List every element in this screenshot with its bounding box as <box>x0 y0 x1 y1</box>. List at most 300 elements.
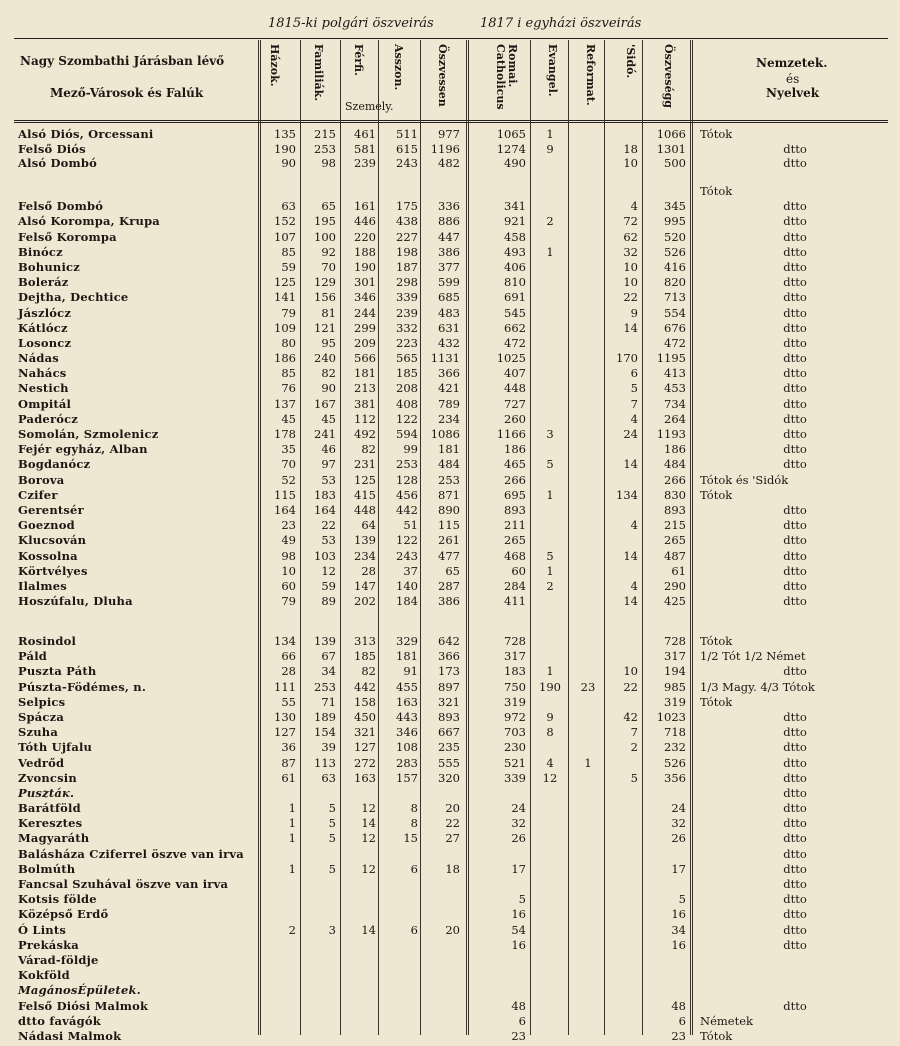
cell-h: 59 <box>281 259 296 274</box>
place-name: Bohunicz <box>18 259 80 274</box>
place-name: Fejér egyház, Alban <box>18 442 148 457</box>
cell-m: 272 <box>354 755 376 770</box>
table-row <box>0 740 900 755</box>
cell-h: 2 <box>288 922 296 937</box>
cell-h: 107 <box>274 229 296 244</box>
cell-h: 127 <box>274 725 296 740</box>
cell-t: 893 <box>438 709 460 724</box>
table-row <box>0 695 900 710</box>
cell-e: 2 <box>546 578 554 593</box>
cell-s: 484 <box>664 457 686 472</box>
cell-f: 89 <box>321 594 336 609</box>
cell-j: 4 <box>630 199 638 214</box>
cell-s: 1195 <box>656 351 686 366</box>
cell-h: 164 <box>274 502 296 517</box>
cell-n: dtto <box>783 846 807 861</box>
cell-j: 42 <box>623 709 638 724</box>
cell-m: 14 <box>361 922 376 937</box>
cell-r: 695 <box>504 487 526 502</box>
cell-r: 339 <box>504 770 526 785</box>
table-row <box>0 862 900 877</box>
header-persons: Szemely. <box>345 100 394 113</box>
table-row <box>0 756 900 771</box>
cell-e: 9 <box>546 709 554 724</box>
place-name: Ó Lints <box>18 922 67 937</box>
table-row <box>0 230 900 245</box>
cell-r: 728 <box>504 634 526 648</box>
cell-j: 22 <box>623 679 638 694</box>
cell-h: 98 <box>281 548 296 563</box>
place-name: Losoncz <box>18 335 72 350</box>
table-row <box>0 488 900 503</box>
table-row <box>0 156 900 171</box>
cell-m: 12 <box>361 831 376 846</box>
cell-t: 320 <box>438 770 460 785</box>
place-name: Felső Diós <box>18 141 86 156</box>
cell-j: 9 <box>630 305 638 320</box>
cell-r: 5 <box>518 892 526 907</box>
cell-s: 487 <box>664 548 686 563</box>
cell-t: 181 <box>438 442 460 457</box>
place-name: Ompitál <box>18 396 72 411</box>
cell-t: 20 <box>445 801 460 816</box>
place-name: Rosindol <box>18 634 77 648</box>
table-row <box>0 184 900 199</box>
cell-s: 526 <box>664 244 686 259</box>
cell-s: 413 <box>664 366 686 381</box>
cell-s: 734 <box>664 396 686 411</box>
table-row <box>0 321 900 336</box>
cell-m: 492 <box>354 427 376 441</box>
cell-f: 3 <box>328 922 336 937</box>
cell-j: 7 <box>630 396 638 411</box>
cell-h: 186 <box>274 351 296 366</box>
cell-n: Tótok <box>700 1028 733 1043</box>
cell-s: 425 <box>664 594 686 609</box>
cell-r: 468 <box>504 548 526 563</box>
table-row <box>0 771 900 786</box>
place-name: Selpics <box>18 694 66 709</box>
cell-h: 80 <box>281 335 296 350</box>
place-name: Szuha <box>18 725 59 740</box>
place-name: Nahács <box>18 366 67 381</box>
cell-h: 115 <box>274 487 296 502</box>
cell-r: 265 <box>504 533 526 548</box>
cell-t: 685 <box>438 290 460 305</box>
cell-w: 208 <box>396 381 418 396</box>
cell-w: 99 <box>403 442 418 457</box>
cell-n: dtto <box>783 518 807 533</box>
cell-t: 235 <box>438 740 460 755</box>
cell-t: 890 <box>438 502 460 517</box>
cell-j: 4 <box>630 578 638 593</box>
section-towns-1 <box>0 127 900 171</box>
cell-j: 14 <box>623 594 638 609</box>
cell-f: 81 <box>321 305 336 320</box>
cell-m: 448 <box>354 502 376 517</box>
cell-w: 339 <box>396 290 418 305</box>
cell-m: 231 <box>354 457 376 472</box>
cell-w: 157 <box>396 770 418 785</box>
cell-r: 266 <box>504 472 526 487</box>
cell-m: 446 <box>354 214 376 229</box>
cell-m: 190 <box>354 259 376 274</box>
place-name: Balásháza Cziferrel öszve van irva <box>18 846 244 861</box>
cell-t: 482 <box>438 156 460 170</box>
cell-w: 223 <box>396 335 418 350</box>
cell-f: 39 <box>321 740 336 755</box>
place-name: Nestich <box>18 381 69 396</box>
cell-w: 332 <box>396 320 418 335</box>
cell-h: 28 <box>281 664 296 679</box>
cell-n: dtto <box>783 156 807 170</box>
cell-r: 921 <box>504 214 526 229</box>
cell-f: 46 <box>321 442 336 457</box>
cell-h: 23 <box>281 518 296 533</box>
cell-w: 243 <box>396 156 418 170</box>
cell-m: 299 <box>354 320 376 335</box>
cell-f: 103 <box>314 548 336 563</box>
table-row <box>0 457 900 472</box>
cell-t: 1131 <box>430 351 460 366</box>
place-name: Fancsal Szuhával öszve van irva <box>18 877 229 891</box>
cell-n: dtto <box>783 381 807 396</box>
cell-m: 461 <box>354 127 376 141</box>
cell-n: dtto <box>783 664 807 679</box>
cell-f: 12 <box>321 563 336 578</box>
place-name: Felső Korompa <box>18 229 117 244</box>
cell-s: 453 <box>664 381 686 396</box>
cell-t: 386 <box>438 244 460 259</box>
cell-e: 5 <box>546 457 554 472</box>
cell-n: dtto <box>783 907 807 922</box>
table-row <box>0 518 900 533</box>
cell-t: 977 <box>438 127 460 141</box>
place-name: Barátföld <box>18 801 81 816</box>
cell-m: 82 <box>361 664 376 679</box>
cell-m: 209 <box>354 335 376 350</box>
header-total-civil: Öszvessen <box>436 44 449 107</box>
table-row <box>0 953 900 968</box>
place-name: Klucsován <box>18 533 87 548</box>
table-row <box>0 199 900 214</box>
cell-n: dtto <box>783 816 807 831</box>
cell-h: 70 <box>281 457 296 472</box>
table-row <box>0 680 900 695</box>
place-header-line2: Mező-Városok és Falúk <box>50 86 204 100</box>
place-name: Bogdanócz <box>18 457 91 472</box>
cell-j: 2 <box>630 740 638 755</box>
cell-h: 190 <box>274 141 296 156</box>
cell-t: 421 <box>438 381 460 396</box>
header-nations-2: és <box>786 72 800 86</box>
cell-s: 520 <box>664 229 686 244</box>
cell-n: dtto <box>783 351 807 366</box>
table-row <box>0 786 900 801</box>
cell-s: 215 <box>664 518 686 533</box>
cell-m: 188 <box>354 244 376 259</box>
cell-w: 51 <box>403 518 418 533</box>
cell-s: 1301 <box>656 141 686 156</box>
cell-t: 789 <box>438 396 460 411</box>
cell-r: 17 <box>511 861 526 876</box>
cell-n: dtto <box>783 740 807 755</box>
cell-s: 16 <box>671 937 686 952</box>
cell-s: 317 <box>664 649 686 664</box>
cell-m: 301 <box>354 275 376 290</box>
cell-f: 164 <box>314 502 336 517</box>
cell-r: 472 <box>504 335 526 350</box>
cell-t: 27 <box>445 831 460 846</box>
cell-f: 53 <box>321 472 336 487</box>
cell-n: dtto <box>783 548 807 563</box>
cell-w: 185 <box>396 366 418 381</box>
cell-f: 34 <box>321 664 336 679</box>
place-name: Zvoncsin <box>18 770 77 785</box>
cell-n: dtto <box>783 411 807 426</box>
cell-m: 139 <box>354 533 376 548</box>
cell-h: 10 <box>281 563 296 578</box>
cell-j: 10 <box>623 259 638 274</box>
cell-w: 243 <box>396 548 418 563</box>
cell-f: 71 <box>321 694 336 709</box>
cell-t: 484 <box>438 457 460 472</box>
cell-w: 181 <box>396 649 418 664</box>
cell-f: 67 <box>321 649 336 664</box>
cell-rf: 1 <box>584 755 592 770</box>
cell-t: 22 <box>445 816 460 831</box>
cell-j: 5 <box>630 770 638 785</box>
cell-s: 1066 <box>656 127 686 141</box>
cell-r: 230 <box>504 740 526 755</box>
cell-t: 1196 <box>430 141 460 156</box>
cell-s: 356 <box>664 770 686 785</box>
cell-j: 6 <box>630 366 638 381</box>
cell-h: 60 <box>281 578 296 593</box>
cell-w: 438 <box>396 214 418 229</box>
cell-w: 6 <box>410 861 418 876</box>
header-nations-1: Nemzetek. <box>756 56 828 70</box>
cell-s: 1023 <box>656 709 686 724</box>
table-row <box>0 847 900 862</box>
cell-w: 198 <box>396 244 418 259</box>
place-name: Dejtha, Dechtice <box>18 290 129 305</box>
place-name: Vedrőd <box>18 755 65 770</box>
table-row <box>0 397 900 412</box>
cell-m: 82 <box>361 442 376 457</box>
cell-t: 336 <box>438 199 460 214</box>
place-name: Kátlócz <box>18 320 68 335</box>
cell-s: 265 <box>664 533 686 548</box>
cell-t: 631 <box>438 320 460 335</box>
table-row <box>0 634 900 649</box>
cell-r: 490 <box>504 156 526 170</box>
cell-w: 37 <box>403 563 418 578</box>
place-name: Pusztáк. <box>18 785 75 800</box>
cell-s: 893 <box>664 502 686 517</box>
cell-m: 181 <box>354 366 376 381</box>
place-name: Kokföld <box>18 968 70 983</box>
cell-s: 416 <box>664 259 686 274</box>
cell-r: 60 <box>511 563 526 578</box>
place-name: Tóth Ujfalu <box>18 740 93 755</box>
cell-f: 241 <box>314 427 336 441</box>
place-name: Puszta Páth <box>18 664 97 679</box>
cell-s: 194 <box>664 664 686 679</box>
cell-n: Tótok <box>700 184 733 198</box>
cell-t: 871 <box>438 487 460 502</box>
place-name: Alsó Diós, Orcessani <box>18 127 154 141</box>
cell-s: 26 <box>671 831 686 846</box>
cell-w: 6 <box>410 922 418 937</box>
cell-s: 1193 <box>656 427 686 441</box>
cell-r: 186 <box>504 442 526 457</box>
cell-j: 10 <box>623 156 638 170</box>
cell-s: 345 <box>664 199 686 214</box>
cell-s: 830 <box>664 487 686 502</box>
cell-m: 125 <box>354 472 376 487</box>
table-row <box>0 275 900 290</box>
section-villages-2 <box>0 184 900 609</box>
header-bottom-rule <box>14 120 888 123</box>
cell-m: 442 <box>354 679 376 694</box>
table-row <box>0 533 900 548</box>
cell-e: 12 <box>542 770 558 785</box>
cell-r: 24 <box>511 801 526 816</box>
cell-h: 52 <box>281 472 296 487</box>
table-row <box>0 336 900 351</box>
cell-j: 62 <box>623 229 638 244</box>
cell-w: 329 <box>396 634 418 648</box>
cell-s: 23 <box>671 1028 686 1043</box>
top-rule <box>14 38 888 39</box>
cell-r: 16 <box>511 937 526 952</box>
cell-w: 239 <box>396 305 418 320</box>
cell-n: Németek <box>700 1013 753 1028</box>
cell-n: Tótok <box>700 694 733 709</box>
cell-s: 232 <box>664 740 686 755</box>
place-name: Kotsis földe <box>18 892 97 907</box>
cell-h: 66 <box>281 649 296 664</box>
cell-e: 4 <box>546 755 554 770</box>
cell-r: 32 <box>511 816 526 831</box>
cell-r: 493 <box>504 244 526 259</box>
table-row <box>0 725 900 740</box>
cell-w: 456 <box>396 487 418 502</box>
cell-j: 134 <box>616 487 638 502</box>
cell-s: 61 <box>671 563 686 578</box>
cell-w: 408 <box>396 396 418 411</box>
cell-m: 12 <box>361 861 376 876</box>
church-census-title: 1817 i egyházi öszveirás <box>480 16 642 31</box>
place-name: Várad-földje <box>18 952 99 967</box>
cell-w: 128 <box>396 472 418 487</box>
cell-s: 264 <box>664 411 686 426</box>
cell-m: 127 <box>354 740 376 755</box>
cell-n: dtto <box>783 594 807 609</box>
cell-r: 448 <box>504 381 526 396</box>
cell-w: 163 <box>396 694 418 709</box>
place-name: Paderócz <box>18 411 79 426</box>
cell-f: 100 <box>314 229 336 244</box>
cell-w: 511 <box>396 127 418 141</box>
cell-w: 108 <box>396 740 418 755</box>
cell-e: 1 <box>546 244 554 259</box>
page-header <box>0 16 900 36</box>
cell-n: dtto <box>783 229 807 244</box>
place-name: Czifer <box>18 487 58 502</box>
cell-n: dtto <box>783 320 807 335</box>
cell-r: 341 <box>504 199 526 214</box>
cell-r: 48 <box>511 998 526 1013</box>
cell-f: 70 <box>321 259 336 274</box>
cell-t: 321 <box>438 694 460 709</box>
cell-r: 1065 <box>496 127 526 141</box>
place-name: Kossolna <box>18 548 78 563</box>
cell-m: 12 <box>361 801 376 816</box>
cell-w: 455 <box>396 679 418 694</box>
cell-r: 23 <box>511 1028 526 1043</box>
cell-n: dtto <box>783 427 807 441</box>
cell-f: 92 <box>321 244 336 259</box>
cell-s: 676 <box>664 320 686 335</box>
cell-r: 260 <box>504 411 526 426</box>
cell-t: 115 <box>438 518 460 533</box>
table-row <box>0 664 900 679</box>
cell-r: 317 <box>504 649 526 664</box>
cell-m: 321 <box>354 725 376 740</box>
table-row <box>0 412 900 427</box>
cell-r: 319 <box>504 694 526 709</box>
place-name: Somolán, Szmolenicz <box>18 427 159 441</box>
cell-j: 4 <box>630 518 638 533</box>
cell-h: 85 <box>281 366 296 381</box>
cell-f: 121 <box>314 320 336 335</box>
cell-f: 5 <box>328 861 336 876</box>
cell-h: 134 <box>274 634 296 648</box>
cell-n: dtto <box>783 199 807 214</box>
table-row <box>0 923 900 938</box>
cell-w: 442 <box>396 502 418 517</box>
cell-f: 5 <box>328 831 336 846</box>
cell-s: 472 <box>664 335 686 350</box>
cell-r: 727 <box>504 396 526 411</box>
cell-m: 213 <box>354 381 376 396</box>
cell-r: 406 <box>504 259 526 274</box>
cell-m: 239 <box>354 156 376 170</box>
table-row <box>0 816 900 831</box>
cell-r: 703 <box>504 725 526 740</box>
cell-t: 65 <box>445 563 460 578</box>
cell-f: 95 <box>321 335 336 350</box>
cell-j: 170 <box>616 351 638 366</box>
cell-e: 2 <box>546 214 554 229</box>
cell-f: 45 <box>321 411 336 426</box>
place-name: Púszta-Födémes, n. <box>18 679 147 694</box>
cell-j: 72 <box>623 214 638 229</box>
cell-h: 35 <box>281 442 296 457</box>
cell-r: 1166 <box>496 427 526 441</box>
cell-n: dtto <box>783 709 807 724</box>
cell-w: 187 <box>396 259 418 274</box>
table-row <box>0 1029 900 1044</box>
cell-f: 167 <box>314 396 336 411</box>
cell-r: 284 <box>504 578 526 593</box>
cell-f: 97 <box>321 457 336 472</box>
table-row <box>0 1014 900 1029</box>
table-row <box>0 306 900 321</box>
cell-r: 750 <box>504 679 526 694</box>
